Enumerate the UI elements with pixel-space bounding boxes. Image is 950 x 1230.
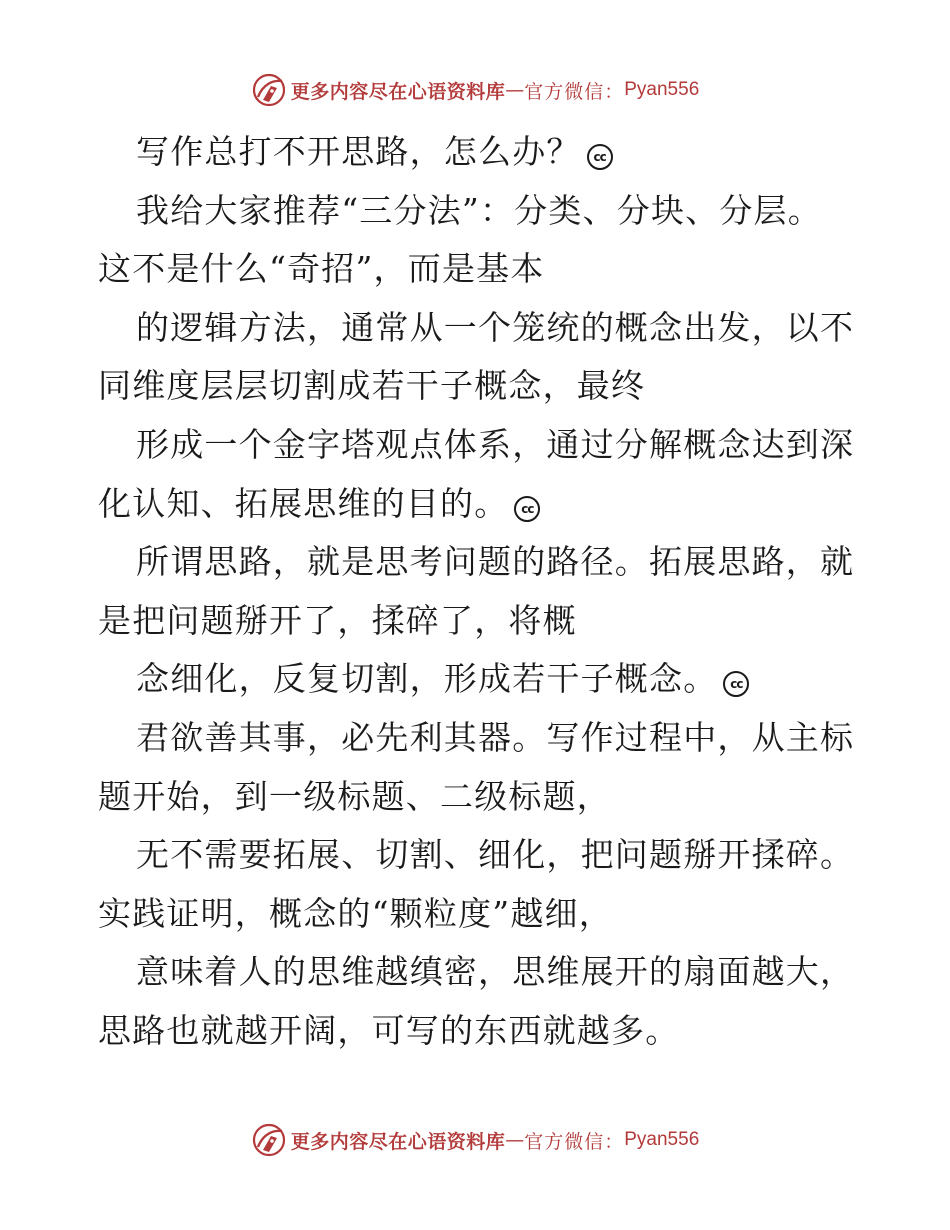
article-body xyxy=(98,123,858,1061)
banner-title: 更多内容尽在心语资料库 xyxy=(290,1130,506,1153)
banner-wechat-id: Pyan556 xyxy=(624,1129,700,1150)
cc-circle-icon: cc xyxy=(514,496,540,522)
cc-circle-icon: cc xyxy=(587,144,613,170)
banner-wechat-label: 官方微信： xyxy=(524,1130,625,1153)
paragraph-6-line-1: 念细化，反复切割，形成若干子概念。 cc xyxy=(98,650,858,709)
paragraph-3-line-1: 的逻辑方法，通常从一个笼统的概念出发，以不 xyxy=(136,307,855,347)
paragraph-7-line-2: 题开始，到一级标题、二级标题， xyxy=(98,776,611,816)
paragraph-3-line-2: 同维度层层切割成若干子概念，最终 xyxy=(98,366,646,406)
paragraph-9-line-1: 意味着人的思维越缜密，思维展开的扇面越大， xyxy=(136,952,855,992)
pen-nib-logo-icon xyxy=(251,72,287,108)
banner-separator: — xyxy=(505,79,525,101)
banner-wechat-id: Pyan556 xyxy=(624,79,700,100)
footer-banner xyxy=(0,1120,950,1160)
paragraph-8-line-2: 实践证明，概念的“颗粒度”越细， xyxy=(98,893,613,933)
paragraph-9-line-2: 思路也就越开阔，可写的东西就越多。 xyxy=(98,1010,680,1050)
paragraph-4-line-2: 化认知、拓展思维的目的。 cc xyxy=(98,475,858,534)
paragraph-4-line-1: 形成一个金字塔观点体系，通过分解概念达到深 xyxy=(136,424,855,464)
banner-title: 更多内容尽在心语资料库 xyxy=(290,80,506,103)
paragraph-8-line-1: 无不需要拓展、切割、细化，把问题掰开揉碎。 xyxy=(136,835,855,875)
header-banner xyxy=(0,70,950,110)
cc-circle-icon: cc xyxy=(723,671,749,697)
paragraph-5-line-1: 所谓思路，就是思考问题的路径。拓展思路，就 xyxy=(136,542,855,582)
banner-wechat-label: 官方微信： xyxy=(524,80,625,103)
paragraph-2-line-1: 我给大家推荐“三分法”：分类、分块、分层。 xyxy=(136,190,822,230)
paragraph-7-line-1: 君欲善其事，必先利其器。写作过程中，从主标 xyxy=(136,717,855,757)
paragraph-2-line-2: 这不是什么“奇招”，而是基本 xyxy=(98,249,545,289)
banner-separator: — xyxy=(505,1129,525,1151)
paragraph-1-line-1: 写作总打不开思路，怎么办？ cc xyxy=(98,123,858,182)
pen-nib-logo-icon xyxy=(251,1122,287,1158)
paragraph-5-line-2: 是把问题掰开了，揉碎了，将概 xyxy=(98,600,577,640)
